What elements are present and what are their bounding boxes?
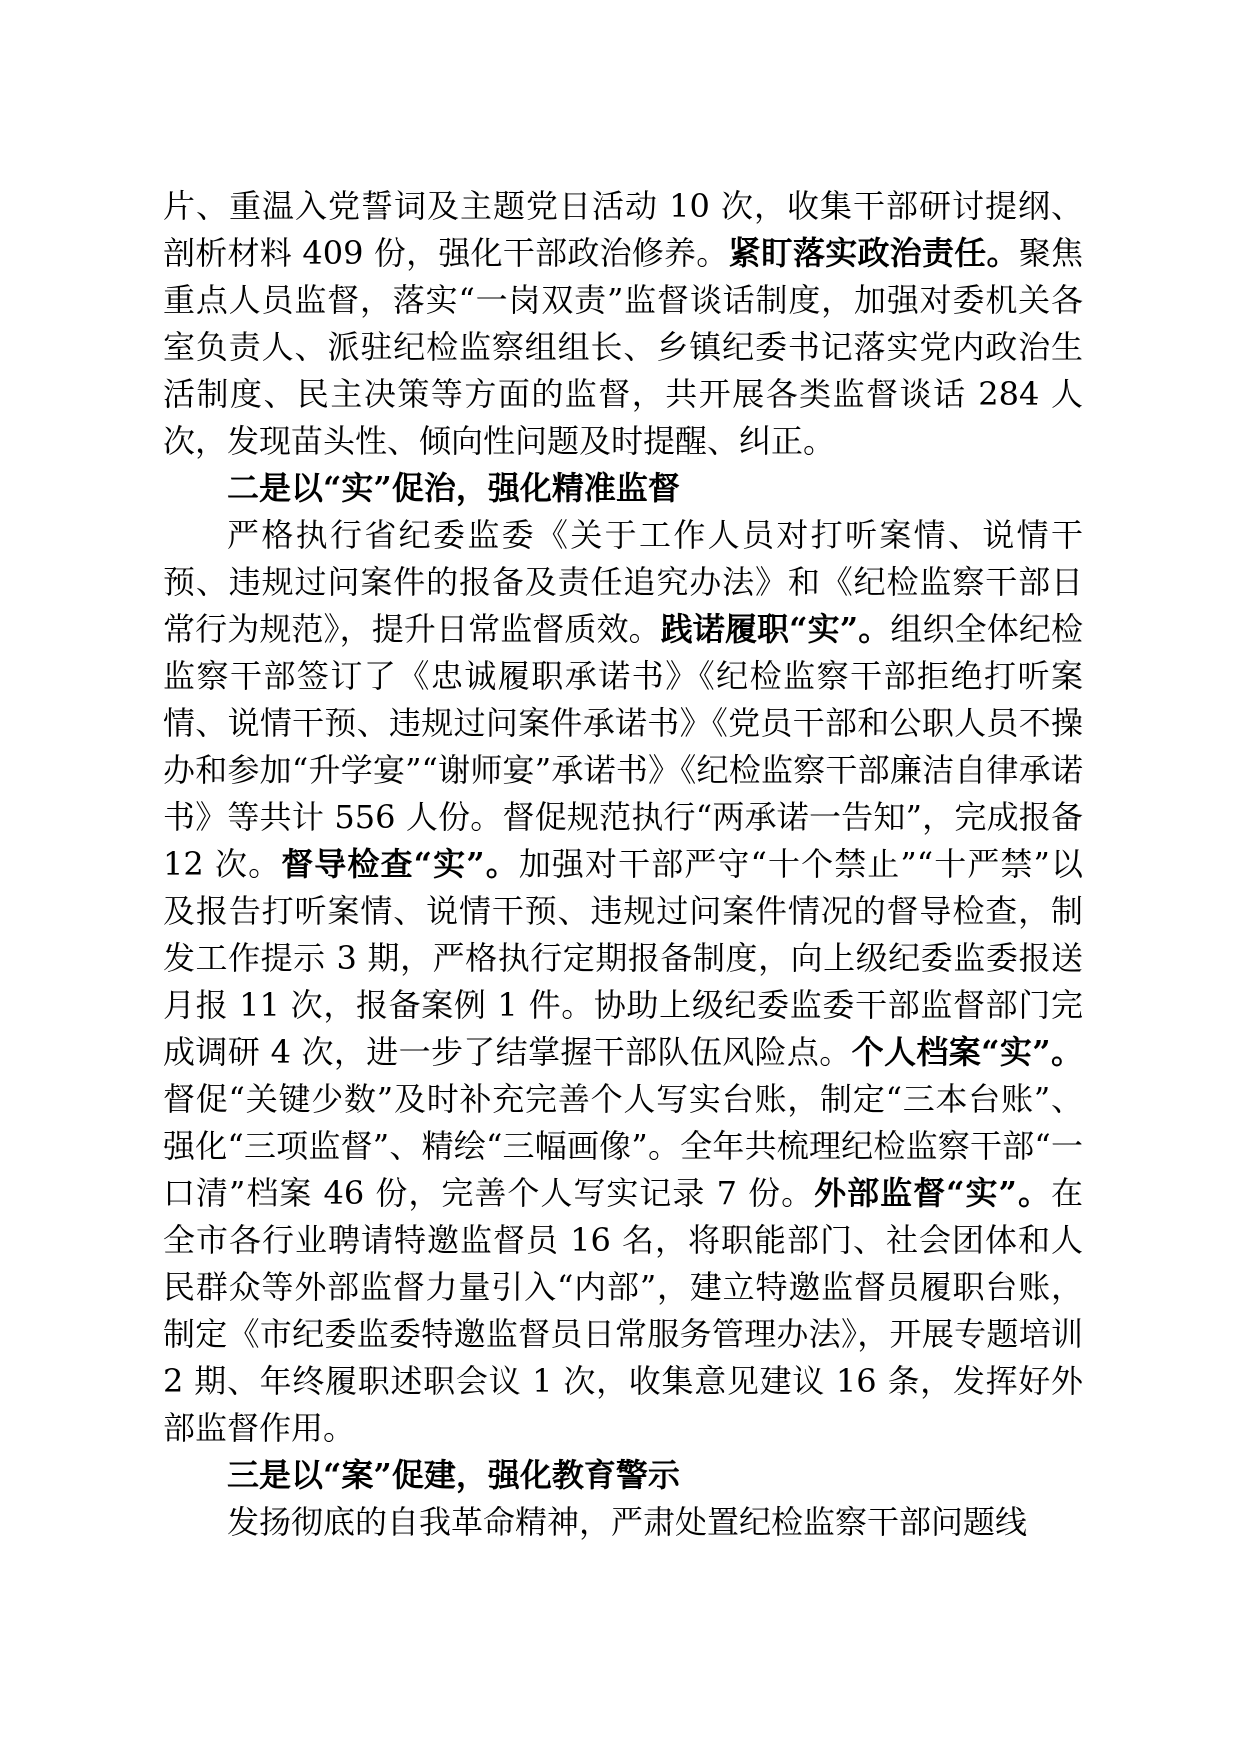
inline-bold-heading: 紧盯落实政治责任。 [728,234,1019,272]
paragraph-precise-supervision [163,512,1083,1452]
paragraph-political-responsibility [163,183,1083,465]
paragraph-text: 加强对干部严守“十个禁止”“十严禁”以及报告打听案情、说情干预、违规过问案件情况的督导检查，制发工作提示 3 期，严格执行定期报备制度，向上级纪委监委报送月报 11 次，报备案例 1 件。协助上级纪委监委干部监督部门完成调研 4 次，进一步了结掌握干部队伍风险点。 [163,845,1083,1071]
paragraph-text: 严格执行省纪委监委《关于工作人员对打听案情、说情干预、违规过问案件的报备及责任追究办法》和《纪检监察干部日常行为规范》，提升日常监督质效。 [163,516,1083,648]
paragraph-text: 发扬彻底的自我革命精神，严肃处置纪检监察干部问题线 [227,1503,1028,1541]
paragraph-text: 在全市各行业聘请特邀监督员 16 名，将职能部门、社会团体和人民群众等外部监督力量引入“内部”，建立特邀监督员履职台账，制定《市纪委监委特邀监督员日常服务管理办法》，开展专题培训 2 期、年终履职述职会议 1 次，收集意见建议 16 条，发挥好外部监督作用。 [163,1174,1083,1447]
paragraph-text: 组织全体纪检监察干部签订了《忠诚履职承诺书》《纪检监察干部拒绝打听案情、说情干预、违规过问案件承诺书》《党员干部和公职人员不操办和参加“升学宴”“谢师宴”承诺书》《纪检监察干部廉洁自律承诺书》等共计 556 人份。督促规范执行“两承诺一告知”，完成报备 12 次。 [163,610,1083,883]
paragraph-education-warning [163,1499,1083,1546]
inline-bold-heading: 个人档案“实”。 [851,1033,1083,1071]
section-heading-3: 三是以“案”促建，强化教育警示 [227,1456,680,1494]
inline-bold-heading: 外部监督“实”。 [814,1174,1051,1212]
inline-bold-heading: 督导检查“实”。 [281,845,519,883]
section-heading-2: 二是以“实”促治，强化精准监督 [227,469,680,507]
paragraph-text: 聚焦重点人员监督，落实“一岗双责”监督谈话制度，加强对委机关各室负责人、派驻纪检监察组组长、乡镇纪委书记落实党内政治生活制度、民主决策等方面的监督，共开展各类监督谈话 284 人次，发现苗头性、倾向性问题及时提醒、纠正。 [163,234,1083,460]
inline-bold-heading: 践诺履职“实”。 [660,610,891,648]
document-page [163,183,1083,1546]
paragraph-text: 片、重温入党誓词及主题党日活动 10 次，收集干部研讨提纲、剖析材料 409 份，强化干部政治修养。 [163,187,1083,272]
paragraph-text: 督促“关键少数”及时补充完善个人写实台账，制定“三本台账”、强化“三项监督”、精绘“三幅画像”。全年共梳理纪检监察干部“一口清”档案 46 份，完善个人写实记录 7 份。 [163,1080,1083,1212]
